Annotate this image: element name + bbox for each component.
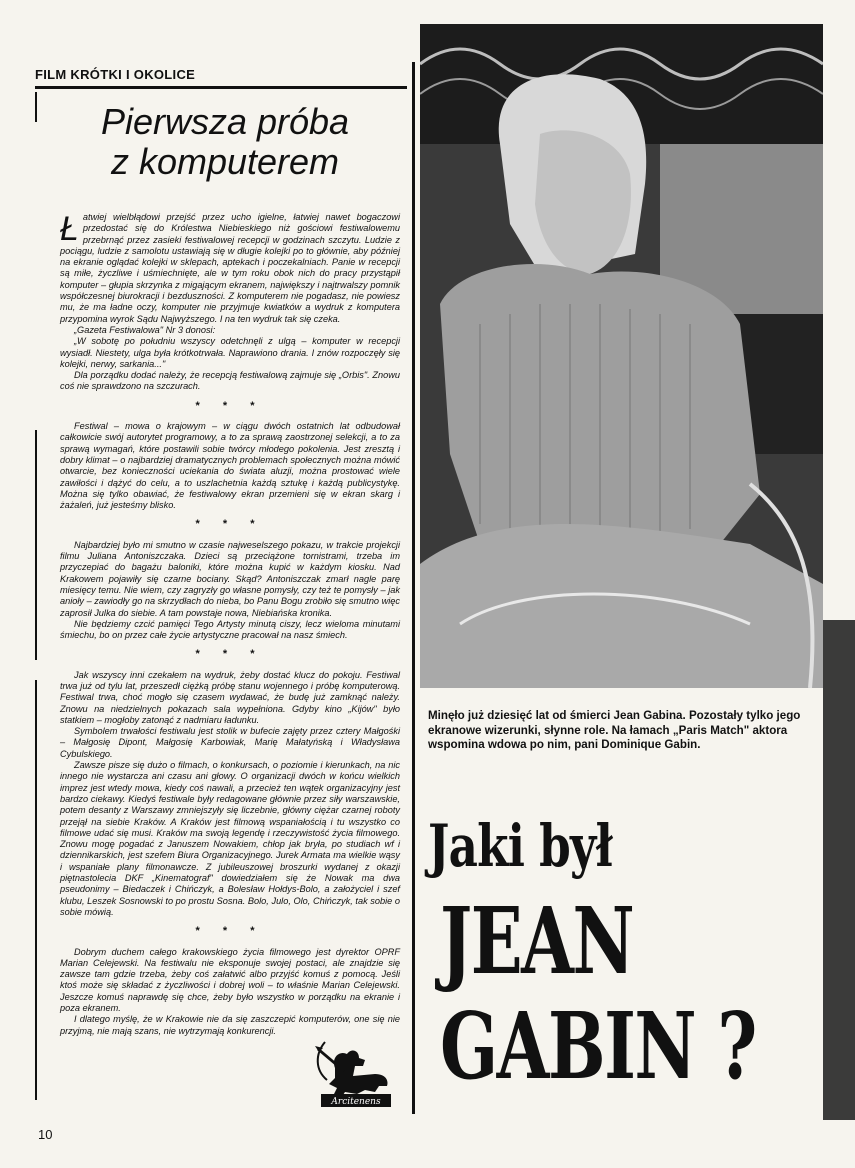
drop-cap: Ł (60, 210, 79, 248)
left-rule-bottom (35, 680, 37, 1100)
paragraph: Dla porządku dodać należy, że recepcją festiwalową zajmuje się „Orbis". Znowu coś nie sprawdzono na szczurach. (60, 370, 400, 392)
paragraph: Symbolem trwałości festiwalu jest stolik w bufecie zajęty przez cztery Małgośki – Małgosię Dipont, Małgosię Karbowiak, Marię Małatyńską i Władysława Cybulskiego. (60, 726, 400, 759)
section-break-stars: * * * (195, 399, 265, 412)
paragraph: Dobrym duchem całego krakowskiego życia filmowego jest dyrektor OPRF Marian Celejewski. Na festiwalu nie eksponuje swojej postaci, ale znajdzie się zawsze tam gdzie trzeba, żeby coś załatwić albo przyjść komuś z pomocą. Jeśli ktoś może się składać z życzliwości i dobrej woli – to właśnie Marian Celejewski. Jeszcze komuś naprawdę się chce, żeby było wszystko w porządku na ekranie i poza ekranem. (60, 946, 400, 1013)
paragraph: „W sobotę po południu wszyscy odetchnęli z ulgą – komputer w recepcji wysiadł. Niestety, ulga była krótkotrwała. Naprawiono drania. I znów rozpoczęły się kolejki, nerwy, sarkania..." (60, 336, 400, 369)
arcitenens-logo-icon (305, 1040, 405, 1112)
paragraph: Festiwal – mowa o krajowym – w ciągu dwóch ostatnich lat odbudował całkowicie swój autorytet programowy, a to za sprawą zaostrzonej selekcji, a to za sprawą wymagań, które postawili sobie twórcy młodego pokolenia. Jest zresztą i dobry klimat – o najbardziej dramatycznych problemach społecznych można mówić otwarcie, bez konieczności uciekania do świata aluzji, można prostować wiele zawiłości i dążyć do celu, a to uszlachetnia każdą sztukę i każdą publicystykę. Można się tylko obawiać, że festiwalowy ekran przemieni się w ekran skarg i żażaleń, już jesteśmy blisko. (60, 421, 400, 511)
section-label: FILM KRÓTKI I OKOLICE (35, 67, 196, 82)
headline-line-3: GABIN ? (440, 992, 756, 1100)
column-divider (412, 62, 415, 1114)
photo-caption: Minęło już dziesięć lat od śmierci Jean Gabina. Pozostały tylko jego ekranowe wizerunki, słynne role. Na łamach „Paris Match" aktora wspomina wdowa po nim, pani Dominique Gabin. (428, 709, 801, 751)
paragraph: Nie będziemy czcić pamięci Tego Artysty minutą ciszy, lecz wieloma minutami śmiechu, bo on przez całe życie artystyczne pracował na nasz śmiech. (60, 618, 400, 641)
paragraph: Jak wszyscy inni czekałem na wydruk, żeby dostać klucz do pokoju. Festiwal trwa już od tylu lat, przeszedł ciężką próbę stanu wojennego i próbę komputerową. Festiwal trwa, choć mogło się czasem wydawać, że budę już zamknąć należy. Znowu na niedzielnych pokazach sala wypełniona. Gdyby kino „Kijów" było statkiem – mogłoby zatonąć z nadmiaru ładunku. (60, 669, 400, 725)
adjacent-page-edge (823, 620, 855, 1120)
title-line-1: Pierwsza próba (100, 101, 350, 142)
paragraph: Łatwiej wielbłądowi przejść przez ucho igielne, łatwiej nawet bogaczowi przedostać się do Królestwa Niebieskiego niż gościowi festiwalowemu przebrnąć przez zasieki festiwalowej recepcji w godzinach szczytu. Ludzie z pociągu, ludzie z samolotu ustawiają się w długie kolejki po to głównie, aby później na ekranie oglądać kolejki w sklepach, aptekach i poczekalniach. Panie w recepcji są miłe, życzliwe i uśmiechnięte, ale w tym roku obok nich do pracy przystąpił komputer – głupia skrzynka z migającym ekranem, największy i najtrwalszy pomnik współczesnej biurokracji i bezduszności. Z komputerem nie pogadasz, nie powiesz mu, że ma ładne oczy, komputer nie przyjmuje kwiatków a wydruk z komputera przypomina wyrok Sądu Najwyższego. I na ten wydruk tak się czeka. (60, 210, 400, 324)
headline-line-1: Jaki był (428, 812, 613, 880)
left-rule-top (35, 92, 37, 122)
section-break-stars: * * * (195, 518, 265, 531)
paragraph: „Gazeta Festiwalowa" Nr 3 donosi: (74, 324, 216, 335)
section-break-stars: * * * (195, 648, 265, 661)
section-break-stars: * * * (195, 925, 265, 938)
paragraph: I dlatego myślę, że w Krakowie nie da się zaszczepić komputerów, one się nie przyjmą, nie mają szans, nie wytrzymają konkurencji. (60, 1014, 400, 1036)
page-number: 10 (38, 1127, 53, 1142)
title-line-2: z komputerem (110, 141, 340, 182)
paragraph: Zawsze pisze się dużo o filmach, o konkursach, o poziomie i kierunkach, na nic innego nie wystarcza ani czasu ani głowy. O organizacji dwóch w końcu wielkich imprez jest wtedy mowa, kiedy coś nawali, a przecież ten wątek organizacyjny jest bardzo ciekawy. Kiedyś festiwale były redagowane głównie przez siły warszawskie, potem desanty z Warszawy zmniejszyły się liczebnie, główny ciężar czarnej roboty przejął na siebie Kraków. A Kraków jest filmową wspaniałością i tu wszystko co filmowe udać się musi. Kraków ma swoją legendę i rzeczywistość życia filmowego. Znowu mogę pogadać z Januszem Nowakiem, chłop jak bryła, po studiach wf i dziennikarskich, jest szefem Biura Organizacyjnego. Jurek Armata ma wielkie wąsy i wspaniałe plany filmonawcze. Z jubileuszowej broszurki wydanej z okazji piętnastolecia DKF „Kinematograf" dowiedziałem się że Nowak ma dwa pseudonimy – Biedaczek i Chińczyk, a Bolesław Hołdys-Bolo, a założyciel i szef klubu, Leszek Sosnowski to po prostu Sosna. Bolo, Julo, Olo, Chińczyk, tak sobie o sobie mówią. (60, 760, 400, 917)
headline-line-2: JEAN (440, 887, 634, 995)
top-rule (35, 86, 407, 89)
portrait-photo (420, 24, 823, 688)
left-rule-middle (35, 430, 37, 660)
article-body (60, 212, 400, 1037)
paragraph: Najbardziej było mi smutno w czasie najweselszego pokazu, w trakcie projekcji filmu Juliana Antoniszczaka. Dzieci są przeciążone tornistrami, trzeba im przyczepiać do bagażu baloniki, które można kupić w każdym kiosku. Nad Krakowem pojawiły się czarne bociany. Skąd? Antoniszczak zmarł nagle parę miesięcy temu. Nie wiem, czy zagryzły go własne pomysły, czy też te pomysły – jak anioły – zawiodły go na skrzydłach do nieba, bo Panu Bogu zrobiło się smutno więc zaprosił Julka do siebie. A tam powstaje nowa, Niebiańska kronika. (60, 539, 400, 618)
logo-text: Arcitenens (331, 1097, 381, 1107)
article-title (60, 102, 390, 182)
